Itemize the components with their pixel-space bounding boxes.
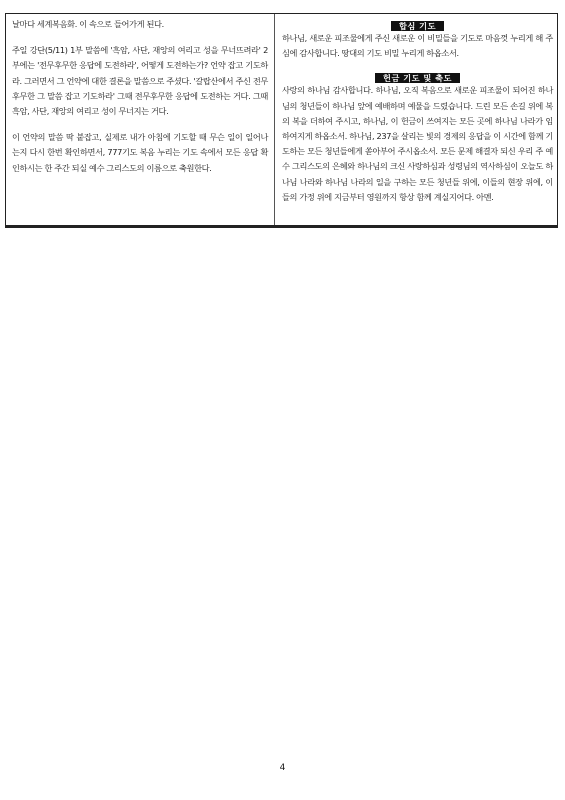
unison-prayer-text: 하나님, 새로운 피조물에게 주신 새로운 이 비밀들을 기도로 마음껏 누리게 해 주심에 감사합니다. 땅대의 기도 비밀 누리게 하옵소서.: [282, 33, 553, 59]
right-column: [282, 14, 553, 205]
column-divider: [274, 14, 275, 227]
bottom-rule: [6, 225, 557, 227]
section-heading-offering-prayer: 헌금 기도 및 축도: [375, 73, 460, 83]
offering-prayer-text: 사랑의 하나님 감사합니다. 하나님, 오직 복음으로 새로운 피조물이 되어진 하나님의 청년들이 하나님 앞에 예배하며 예물을 드렸습니다. 드린 모든 손길 위에 복의 복을 더하여 주시고, 하나님, 이 헌금이 쓰여지는 모든 곳에 하나님 나라가 임하여지게 하옵소서. 하나님, 237을 살리는 빛의 경제의 응답을 이 시간에 함께 기도하는 모든 청년들에게 쏟아부어 주시옵소서. 모든 문제 해결자 되신 우리 주 예수 그리스도의 은혜와 하나님의 크신 사랑하심과 성령님의 역사하심이 오늘도 하나님 나라와 하나님 나라의 일을 구하는 모든 청년들 위에, 이들의 현장 위에, 이들의 가정 위에 지금부터 영원까지 항상 함께 계실지어다. 아멘.: [282, 85, 553, 202]
left-paragraph-3: 이 언약의 말씀 딱 붙잡고, 실제로 내가 아침에 기도할 때 무슨 일이 일어나는지 다시 한번 확인하면서, 777기도 복음 누리는 기도 속에서 모든 응답 확인하시는 한 주간 되실 예수 그리스도의 이름으로 축원한다.: [12, 132, 268, 173]
left-paragraph-2: 주일 강단(5/11) 1부 말씀에 '흑암, 사단, 재앙의 여리고 성을 무너뜨려라' 2부에는 '전무후무한 응답에 도전하라', 어떻게 도전하는가? 언약 잡고 기도하라. 그러면서 그 언약에 대한 결론을 말씀으로 주셨다. '갈랍산에서 주신 전무후무한 그 말씀 잡고 기도하라' 그때 전무후무한 응답에 도전하는 거다. 그때 흑암, 사단, 재앙의 여리고 성이 무너지는 거다.: [12, 45, 268, 117]
left-paragraph-1: 날마다 세계복음화. 이 속으로 들어가게 된다.: [12, 19, 164, 29]
left-column: [12, 14, 268, 176]
section-heading-unison-prayer: 합심 기도: [391, 21, 444, 31]
content-box: [5, 13, 558, 228]
page-number: 4: [279, 763, 286, 773]
